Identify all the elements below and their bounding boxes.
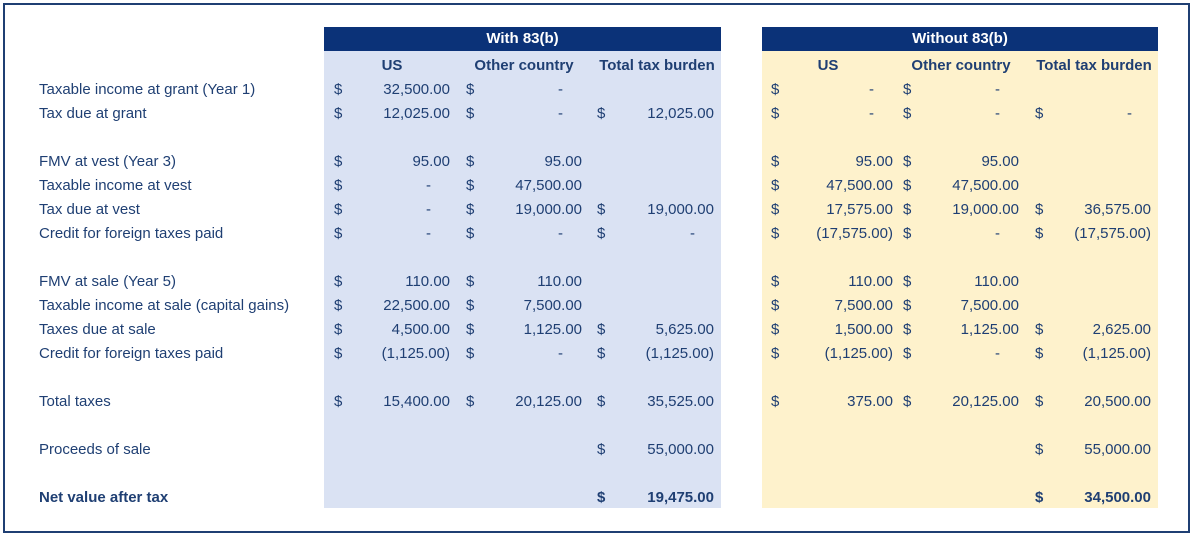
currency-symbol: $ [334, 273, 343, 290]
currency-symbol: $ [903, 153, 912, 170]
currency-symbol: $ [334, 201, 343, 218]
currency-symbol: $ [771, 177, 780, 194]
currency-symbol: $ [771, 345, 780, 362]
currency-symbol: $ [1035, 393, 1044, 410]
row-label: Proceeds of sale [39, 441, 151, 458]
with-us-value: - [426, 201, 431, 218]
currency-symbol: $ [466, 153, 475, 170]
with-total-tax-burden-value: (1,125.00) [645, 345, 714, 362]
currency-symbol: $ [1035, 225, 1044, 242]
without-us-value: - [869, 81, 874, 98]
with-total-tax-burden-value: 19,000.00 [647, 201, 714, 218]
currency-symbol: $ [903, 225, 912, 242]
without-us-value: - [869, 105, 874, 122]
currency-symbol: $ [1035, 345, 1044, 362]
row-label: Taxes due at sale [39, 321, 156, 338]
without-us-value: 7,500.00 [834, 297, 893, 314]
currency-symbol: $ [1035, 321, 1044, 338]
without-total-tax-burden-value: - [1127, 105, 1132, 122]
with-us-value: 4,500.00 [391, 321, 450, 338]
without-us-value: (17,575.00) [816, 225, 893, 242]
without-other-country-value: 7,500.00 [960, 297, 1019, 314]
row-label: Taxable income at vest [39, 177, 192, 194]
currency-symbol: $ [597, 345, 606, 362]
currency-symbol: $ [771, 81, 780, 98]
without-us-value: 1,500.00 [834, 321, 893, 338]
without-other-country-value: 95.00 [981, 153, 1019, 170]
currency-symbol: $ [597, 489, 606, 506]
without-us-value: 17,575.00 [826, 201, 893, 218]
without-other-country-value: 20,125.00 [952, 393, 1019, 410]
currency-symbol: $ [466, 201, 475, 218]
currency-symbol: $ [466, 225, 475, 242]
with-other-country-value: 110.00 [537, 273, 582, 290]
with-us-value: 22,500.00 [383, 297, 450, 314]
with-other-country-value: - [558, 345, 563, 362]
without-other-country-value: 1,125.00 [960, 321, 1019, 338]
with-other-country-value: - [558, 225, 563, 242]
with-other-country-column-header: Other country [474, 57, 574, 74]
table-row [0, 199, 1193, 221]
currency-symbol: $ [334, 345, 343, 362]
row-label: FMV at sale (Year 5) [39, 273, 176, 290]
table-row [0, 319, 1193, 341]
currency-symbol: $ [771, 153, 780, 170]
currency-symbol: $ [1035, 105, 1044, 122]
without-us-value: 95.00 [855, 153, 893, 170]
row-label: FMV at vest (Year 3) [39, 153, 176, 170]
without-other-country-value: - [995, 105, 1000, 122]
without-us-value: (1,125.00) [824, 345, 893, 362]
currency-symbol: $ [1035, 489, 1044, 506]
currency-symbol: $ [903, 273, 912, 290]
table-row [0, 391, 1193, 413]
currency-symbol: $ [466, 177, 475, 194]
currency-symbol: $ [771, 105, 780, 122]
row-label: Tax due at grant [39, 105, 147, 122]
currency-symbol: $ [597, 393, 606, 410]
without-us-column-header: US [817, 57, 839, 74]
table-row [0, 271, 1193, 293]
currency-symbol: $ [466, 297, 475, 314]
currency-symbol: $ [334, 153, 343, 170]
currency-symbol: $ [903, 81, 912, 98]
currency-symbol: $ [771, 273, 780, 290]
with-other-country-value: 20,125.00 [515, 393, 582, 410]
table-row [0, 223, 1193, 245]
currency-symbol: $ [334, 297, 343, 314]
with-us-column-header: US [381, 57, 403, 74]
currency-symbol: $ [334, 393, 343, 410]
currency-symbol: $ [466, 393, 475, 410]
with-us-value: - [426, 225, 431, 242]
currency-symbol: $ [597, 441, 606, 458]
without-83b-header: Without 83(b) [762, 27, 1158, 51]
currency-symbol: $ [903, 177, 912, 194]
currency-symbol: $ [903, 393, 912, 410]
without-total-tax-burden-value: 2,625.00 [1092, 321, 1151, 338]
currency-symbol: $ [903, 345, 912, 362]
currency-symbol: $ [903, 201, 912, 218]
currency-symbol: $ [903, 297, 912, 314]
with-total-tax-burden-value: 12,025.00 [647, 105, 714, 122]
table-row [0, 295, 1193, 317]
without-other-country-value: 110.00 [974, 273, 1019, 290]
table-row [0, 151, 1193, 173]
with-other-country-value: 47,500.00 [515, 177, 582, 194]
currency-symbol: $ [334, 105, 343, 122]
row-label: Net value after tax [39, 489, 169, 506]
with-us-value: 110.00 [405, 273, 450, 290]
currency-symbol: $ [466, 321, 475, 338]
with-other-country-value: 1,125.00 [523, 321, 582, 338]
currency-symbol: $ [597, 225, 606, 242]
currency-symbol: $ [466, 105, 475, 122]
without-other-country-value: - [995, 81, 1000, 98]
with-total-tax-burden-value: 19,475.00 [647, 489, 714, 506]
currency-symbol: $ [903, 105, 912, 122]
without-total-tax-burden-value: 34,500.00 [1084, 489, 1151, 506]
with-us-value: 15,400.00 [383, 393, 450, 410]
with-total-tax-burden-value: - [690, 225, 695, 242]
currency-symbol: $ [771, 393, 780, 410]
table-row [0, 487, 1193, 509]
with-other-country-value: 7,500.00 [523, 297, 582, 314]
table-row [0, 103, 1193, 125]
table-row [0, 79, 1193, 101]
row-label: Taxable income at grant (Year 1) [39, 81, 256, 98]
with-other-country-value: 95.00 [544, 153, 582, 170]
without-us-value: 375.00 [847, 393, 893, 410]
currency-symbol: $ [771, 201, 780, 218]
with-us-value: (1,125.00) [381, 345, 450, 362]
currency-symbol: $ [903, 321, 912, 338]
currency-symbol: $ [466, 273, 475, 290]
row-label: Tax due at vest [39, 201, 140, 218]
currency-symbol: $ [771, 297, 780, 314]
currency-symbol: $ [771, 321, 780, 338]
row-label: Credit for foreign taxes paid [39, 225, 224, 242]
without-total-tax-burden-value: (17,575.00) [1074, 225, 1151, 242]
currency-symbol: $ [597, 201, 606, 218]
row-label: Total taxes [39, 393, 111, 410]
currency-symbol: $ [334, 177, 343, 194]
currency-symbol: $ [466, 345, 475, 362]
without-total-tax-burden-value: 20,500.00 [1084, 393, 1151, 410]
without-other-country-value: - [995, 225, 1000, 242]
with-other-country-value: 19,000.00 [515, 201, 582, 218]
currency-symbol: $ [334, 81, 343, 98]
with-other-country-value: - [558, 81, 563, 98]
without-us-value: 47,500.00 [826, 177, 893, 194]
with-total-tax-burden-value: 35,525.00 [647, 393, 714, 410]
currency-symbol: $ [771, 225, 780, 242]
without-other-country-value: - [995, 345, 1000, 362]
currency-symbol: $ [466, 81, 475, 98]
table-row [0, 175, 1193, 197]
without-other-country-value: 19,000.00 [952, 201, 1019, 218]
row-label: Taxable income at sale (capital gains) [39, 297, 290, 314]
with-other-country-value: - [558, 105, 563, 122]
currency-symbol: $ [1035, 201, 1044, 218]
currency-symbol: $ [334, 321, 343, 338]
with-us-value: 95.00 [412, 153, 450, 170]
with-total-tax-burden-value: 55,000.00 [647, 441, 714, 458]
with-us-value: - [426, 177, 431, 194]
currency-symbol: $ [334, 225, 343, 242]
table-row [0, 343, 1193, 365]
without-us-value: 110.00 [848, 273, 893, 290]
without-total-tax-burden-value: 36,575.00 [1084, 201, 1151, 218]
currency-symbol: $ [597, 321, 606, 338]
row-label: Credit for foreign taxes paid [39, 345, 224, 362]
without-total-tax-burden-value: (1,125.00) [1082, 345, 1151, 362]
currency-symbol: $ [597, 105, 606, 122]
without-total-tax-burden-column-header: Total tax burden [1036, 57, 1152, 74]
with-us-value: 12,025.00 [383, 105, 450, 122]
currency-symbol: $ [1035, 441, 1044, 458]
with-83b-header: With 83(b) [324, 27, 721, 51]
without-other-country-value: 47,500.00 [952, 177, 1019, 194]
without-total-tax-burden-value: 55,000.00 [1084, 441, 1151, 458]
with-us-value: 32,500.00 [383, 81, 450, 98]
with-total-tax-burden-value: 5,625.00 [655, 321, 714, 338]
without-other-country-column-header: Other country [911, 57, 1011, 74]
table-row [0, 439, 1193, 461]
with-total-tax-burden-column-header: Total tax burden [599, 57, 715, 74]
